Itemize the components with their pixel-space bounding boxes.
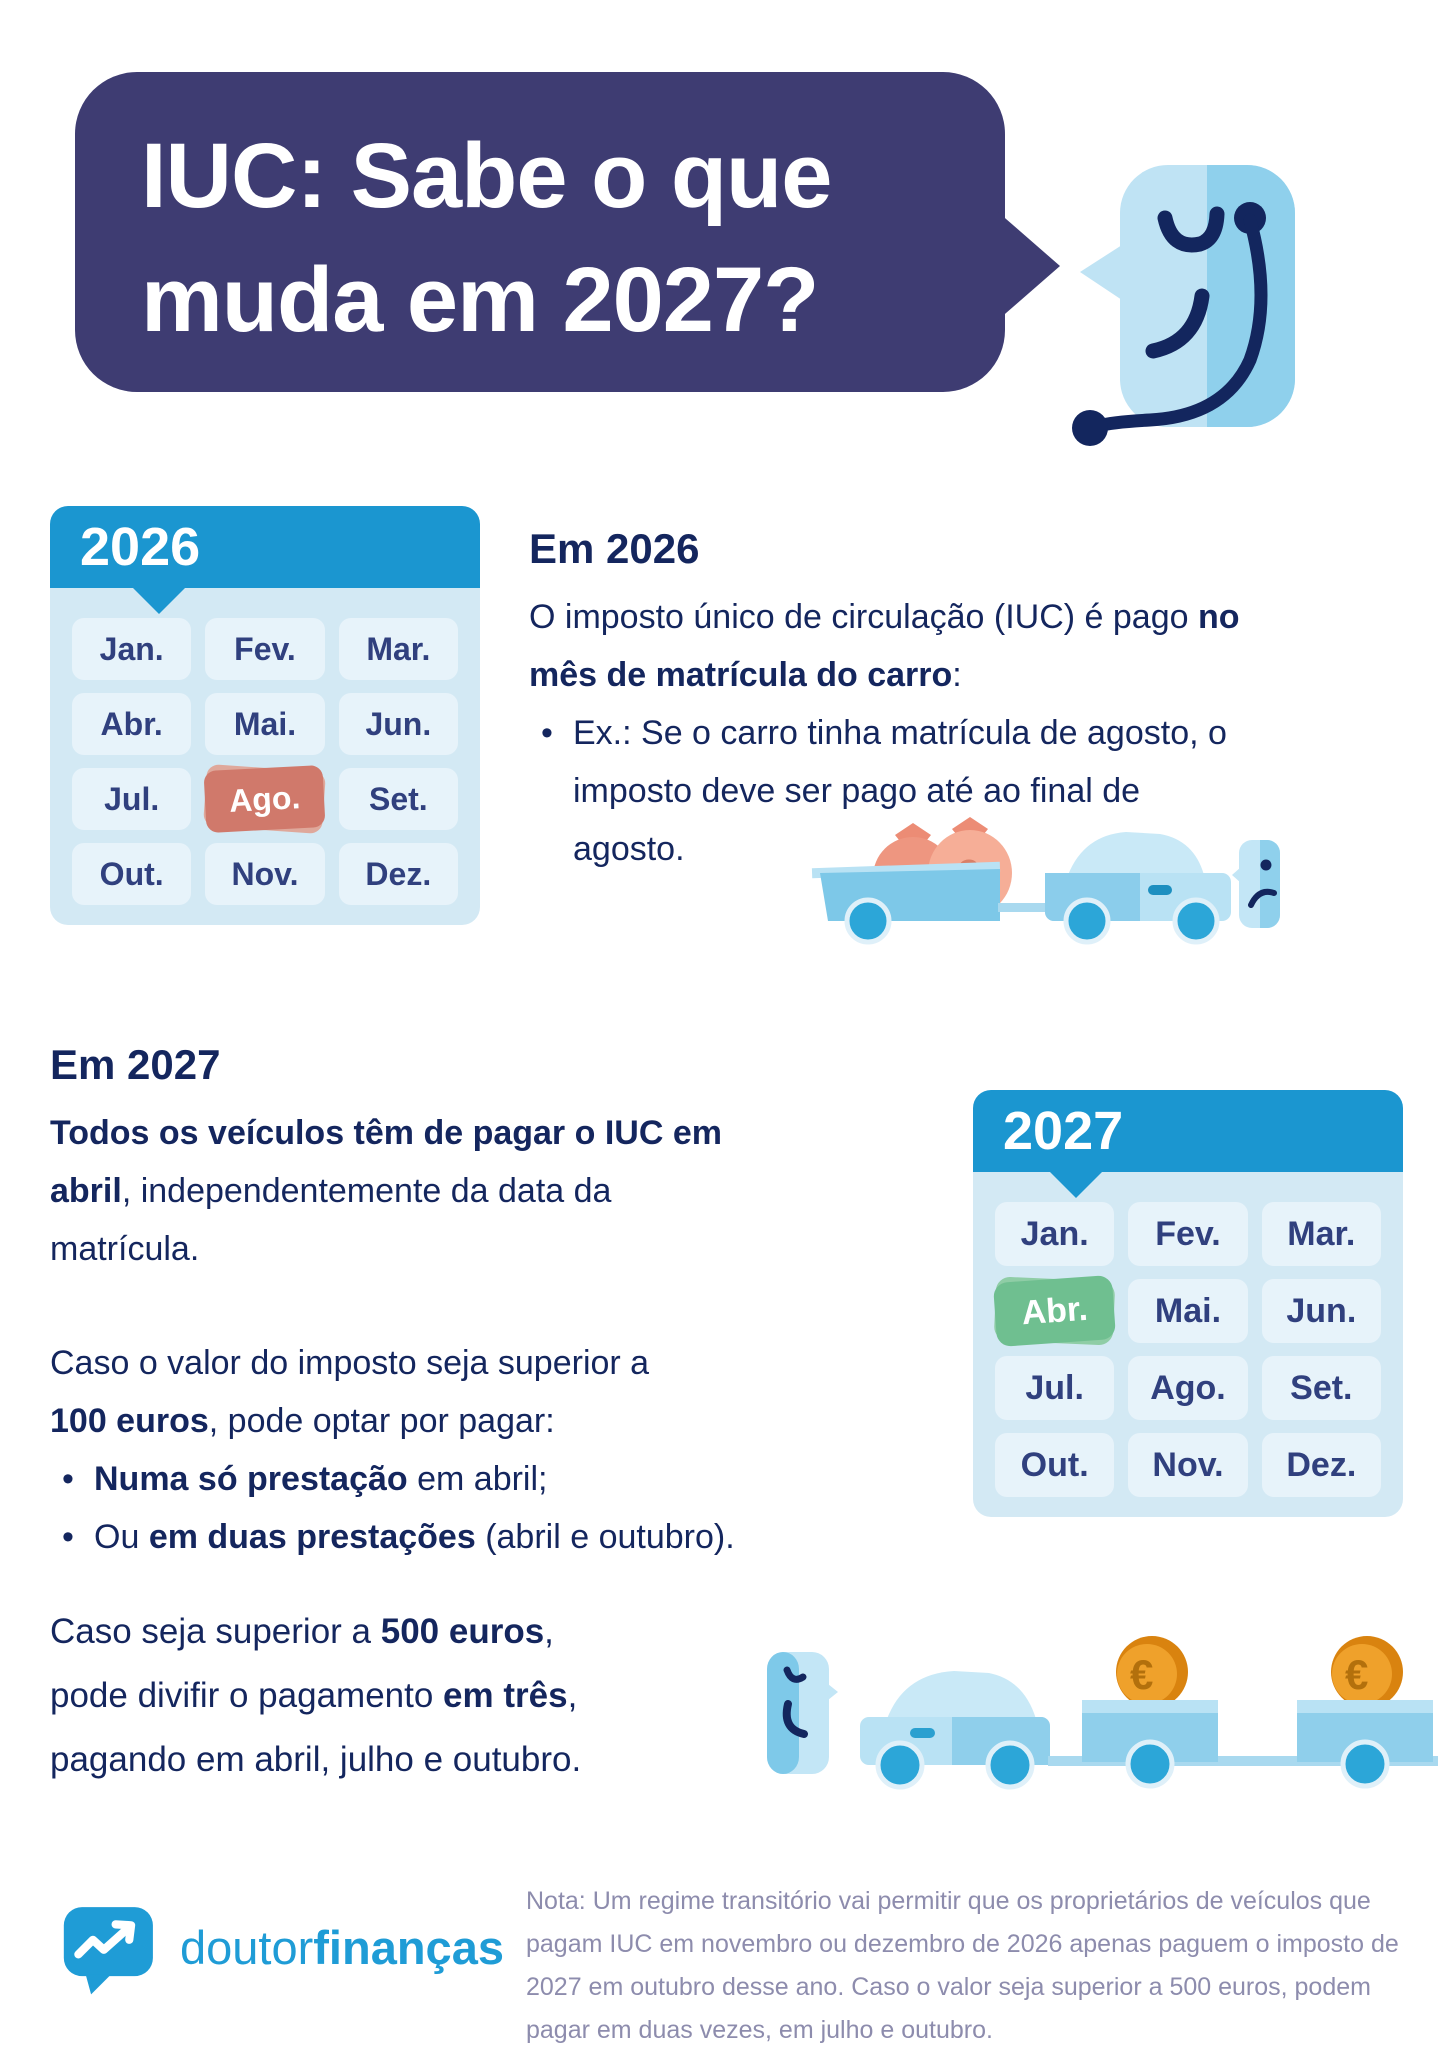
month-cell-dez: Dez. — [339, 843, 458, 905]
spacer — [50, 1278, 950, 1334]
section-2027-bullet-2: • Ou em duas prestações (abril e outubro). — [50, 1508, 950, 1566]
month-cell-mar: Mar. — [1262, 1202, 1381, 1266]
section-2026-heading: Em 2026 — [529, 525, 700, 572]
section-2026-paragraph: O imposto único de circulação (IUC) é pago no mês de matrícula do carro: — [529, 598, 1240, 694]
calendar-2026 — [50, 506, 480, 925]
footer-note: Nota: Um regime transitório vai permitir que os proprietários de veículos que pagam IUC em novembro ou dezembro de 2026 apenas paguem o imposto de 2027 em outubro desse ano. Caso o valor seja superior a 500 euros, podem pagar em duas vezes, em julho e outubro. — [526, 1887, 1399, 2044]
calendar-2027-header — [973, 1090, 1403, 1172]
month-cell-fev: Fev. — [205, 618, 324, 680]
paragraph-500-euros: Caso seja superior a 500 euros, pode divifir o pagamento em três, pagando em abril, julho e outubro. — [50, 1612, 582, 1779]
month-cell-set: Set. — [1262, 1356, 1381, 1420]
page-title-line2: muda em 2027? — [141, 249, 819, 351]
calendar-2027-grid — [973, 1172, 1403, 1517]
euro-symbol: € — [1345, 1651, 1369, 1698]
logo-bubble-icon — [62, 1903, 162, 2003]
month-cell-dez: Dez. — [1262, 1433, 1381, 1497]
month-cell-out: Out. — [72, 843, 191, 905]
section-2027-paragraph-1: Todos os veículos têm de pagar o IUC em abril, independentemente da data da matrícula. — [50, 1114, 722, 1268]
section-2027 — [50, 1036, 950, 1566]
car-icon — [860, 1671, 1050, 1787]
month-cell-jun: Jun. — [339, 693, 458, 755]
page-title-line1: IUC: Sabe o que — [141, 125, 832, 227]
month-cell-jan: Jan. — [995, 1202, 1114, 1266]
red-sticker: Ago. — [204, 765, 326, 833]
calendar-2027-year: 2027 — [1003, 1101, 1124, 1161]
section-2026-bullet: • Ex.: Se o carro tinha matrícula de agosto, o imposto deve ser pago até ao final de agosto. — [529, 704, 1409, 878]
month-cell-mai: Mai. — [205, 693, 324, 755]
section-2027-bullet-1: • Numa só prestação em abril; — [50, 1450, 950, 1508]
green-sticker: Abr. — [993, 1275, 1117, 1347]
doutor-financas-logo — [62, 1900, 504, 2010]
month-cell-abr-highlighted — [995, 1279, 1114, 1343]
month-cell-jul: Jul. — [72, 768, 191, 830]
section-2027-paragraph-2: Caso o valor do imposto seja superior a 100 euros, pode optar por pagar: — [50, 1344, 650, 1440]
month-cell-ago: Ago. — [1128, 1356, 1247, 1420]
stethoscope-chestpiece-icon — [1072, 410, 1108, 446]
month-cell-jul-optional: Jul. — [995, 1356, 1114, 1420]
illustration-car-three-payments — [752, 1612, 1442, 1802]
month-cell-jun: Jun. — [1262, 1279, 1381, 1343]
month-cell-abr: Abr. — [72, 693, 191, 755]
mascot-speech-tail — [1080, 245, 1122, 300]
euro-symbol: € — [1130, 1651, 1154, 1698]
calendar-2026-pointer — [133, 588, 185, 614]
month-cell-mar: Mar. — [339, 618, 458, 680]
month-cell-set: Set. — [339, 768, 458, 830]
calendar-2027-pointer — [1050, 1172, 1102, 1198]
calendar-2026-grid — [50, 588, 480, 925]
logo-word-financas: finanças — [313, 1921, 504, 1974]
month-cell-out-optional: Out. — [995, 1433, 1114, 1497]
happy-mascot-icon — [767, 1652, 838, 1774]
title-speech-bubble — [75, 72, 1005, 392]
page-title — [141, 114, 831, 362]
logo-wordmark — [180, 1920, 504, 1975]
month-cell-mai: Mai. — [1128, 1279, 1247, 1343]
calendar-2026-year: 2026 — [80, 517, 201, 577]
month-cell-nov: Nov. — [205, 843, 324, 905]
month-cell-fev: Fev. — [1128, 1202, 1247, 1266]
calendar-2026-header — [50, 506, 480, 588]
doctor-mascot-icon — [1040, 150, 1310, 460]
section-2027-heading: Em 2027 — [50, 1041, 221, 1088]
month-cell-nov: Nov. — [1128, 1433, 1247, 1497]
logo-word-doutor: doutor — [180, 1921, 314, 1974]
trailer-icon — [812, 862, 1050, 942]
sad-mascot-icon — [1232, 840, 1280, 928]
month-cell-ago-highlighted — [205, 768, 324, 830]
calendar-2027 — [973, 1090, 1403, 1517]
month-cell-jan: Jan. — [72, 618, 191, 680]
illustration-car-towing-money — [800, 815, 1280, 950]
car-icon — [1045, 832, 1231, 942]
